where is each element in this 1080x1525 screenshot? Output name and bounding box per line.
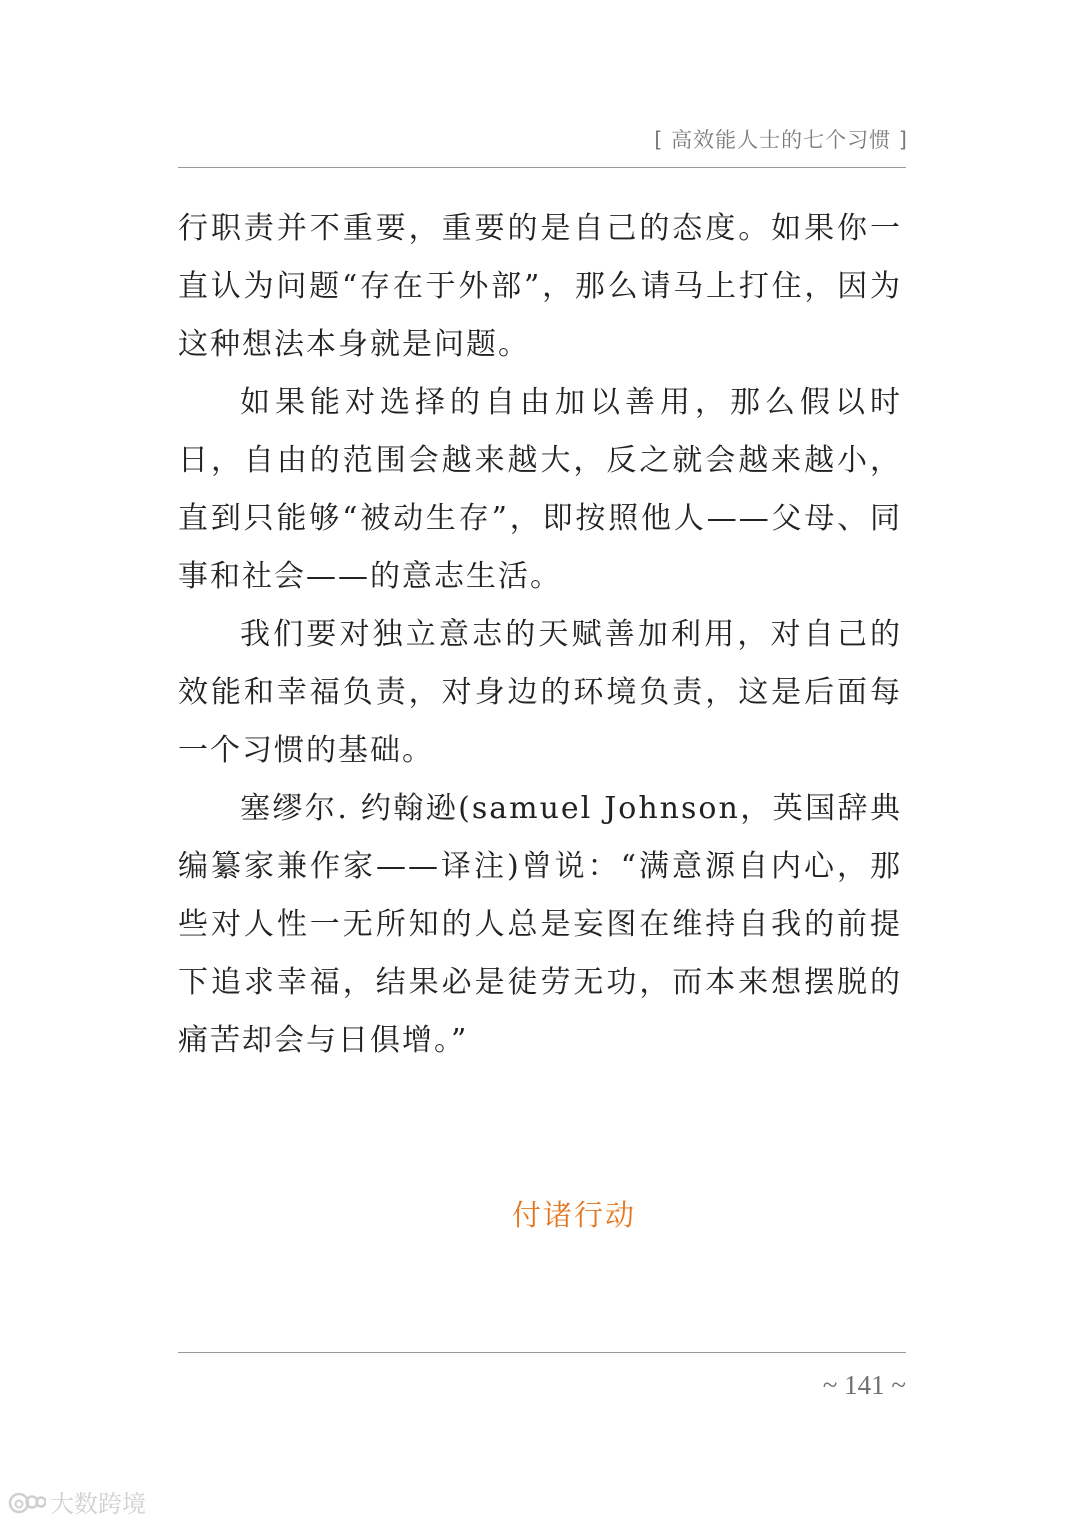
footer-divider xyxy=(178,1352,906,1353)
paragraph-johnson-quote: 塞缪尔. 约翰逊(samuel Johnson，英国辞典编纂家兼作家——译注)曾说：“满意源自内心，那些对人性一无所知的人总是妄图在维持自我的前提下追求幸福，结果必是徒劳无功，而本来想摆脱的痛苦却会与日俱增。” xyxy=(178,791,902,1058)
weibo-logo-icon xyxy=(8,1489,46,1515)
section-heading: 付诸行动 xyxy=(511,1198,636,1232)
watermark xyxy=(8,1484,146,1519)
running-header: [ 高效能人士的七个习惯 ] xyxy=(654,128,908,152)
paragraph-freedom: 如果能对选择的自由加以善用，那么假以时日，自由的范围会越来越大，反之就会越来越小，直到只能够“被动生存”，即按照他人——父母、同事和社会——的意志生活。 xyxy=(178,385,902,594)
paragraph-responsibility: 我们要对独立意志的天赋善加利用，对自己的效能和幸福负责，对身边的环境负责，这是后面每一个习惯的基础。 xyxy=(178,617,902,768)
header-divider xyxy=(178,167,906,168)
body-text xyxy=(178,200,902,1070)
page-number: ~ 141 ~ xyxy=(822,1370,906,1400)
paragraph-continuation: 行职责并不重要，重要的是自己的态度。如果你一直认为问题“存在于外部”，那么请马上打住，因为这种想法本身就是问题。 xyxy=(178,211,902,362)
watermark-text: 大数跨境 xyxy=(50,1490,146,1518)
